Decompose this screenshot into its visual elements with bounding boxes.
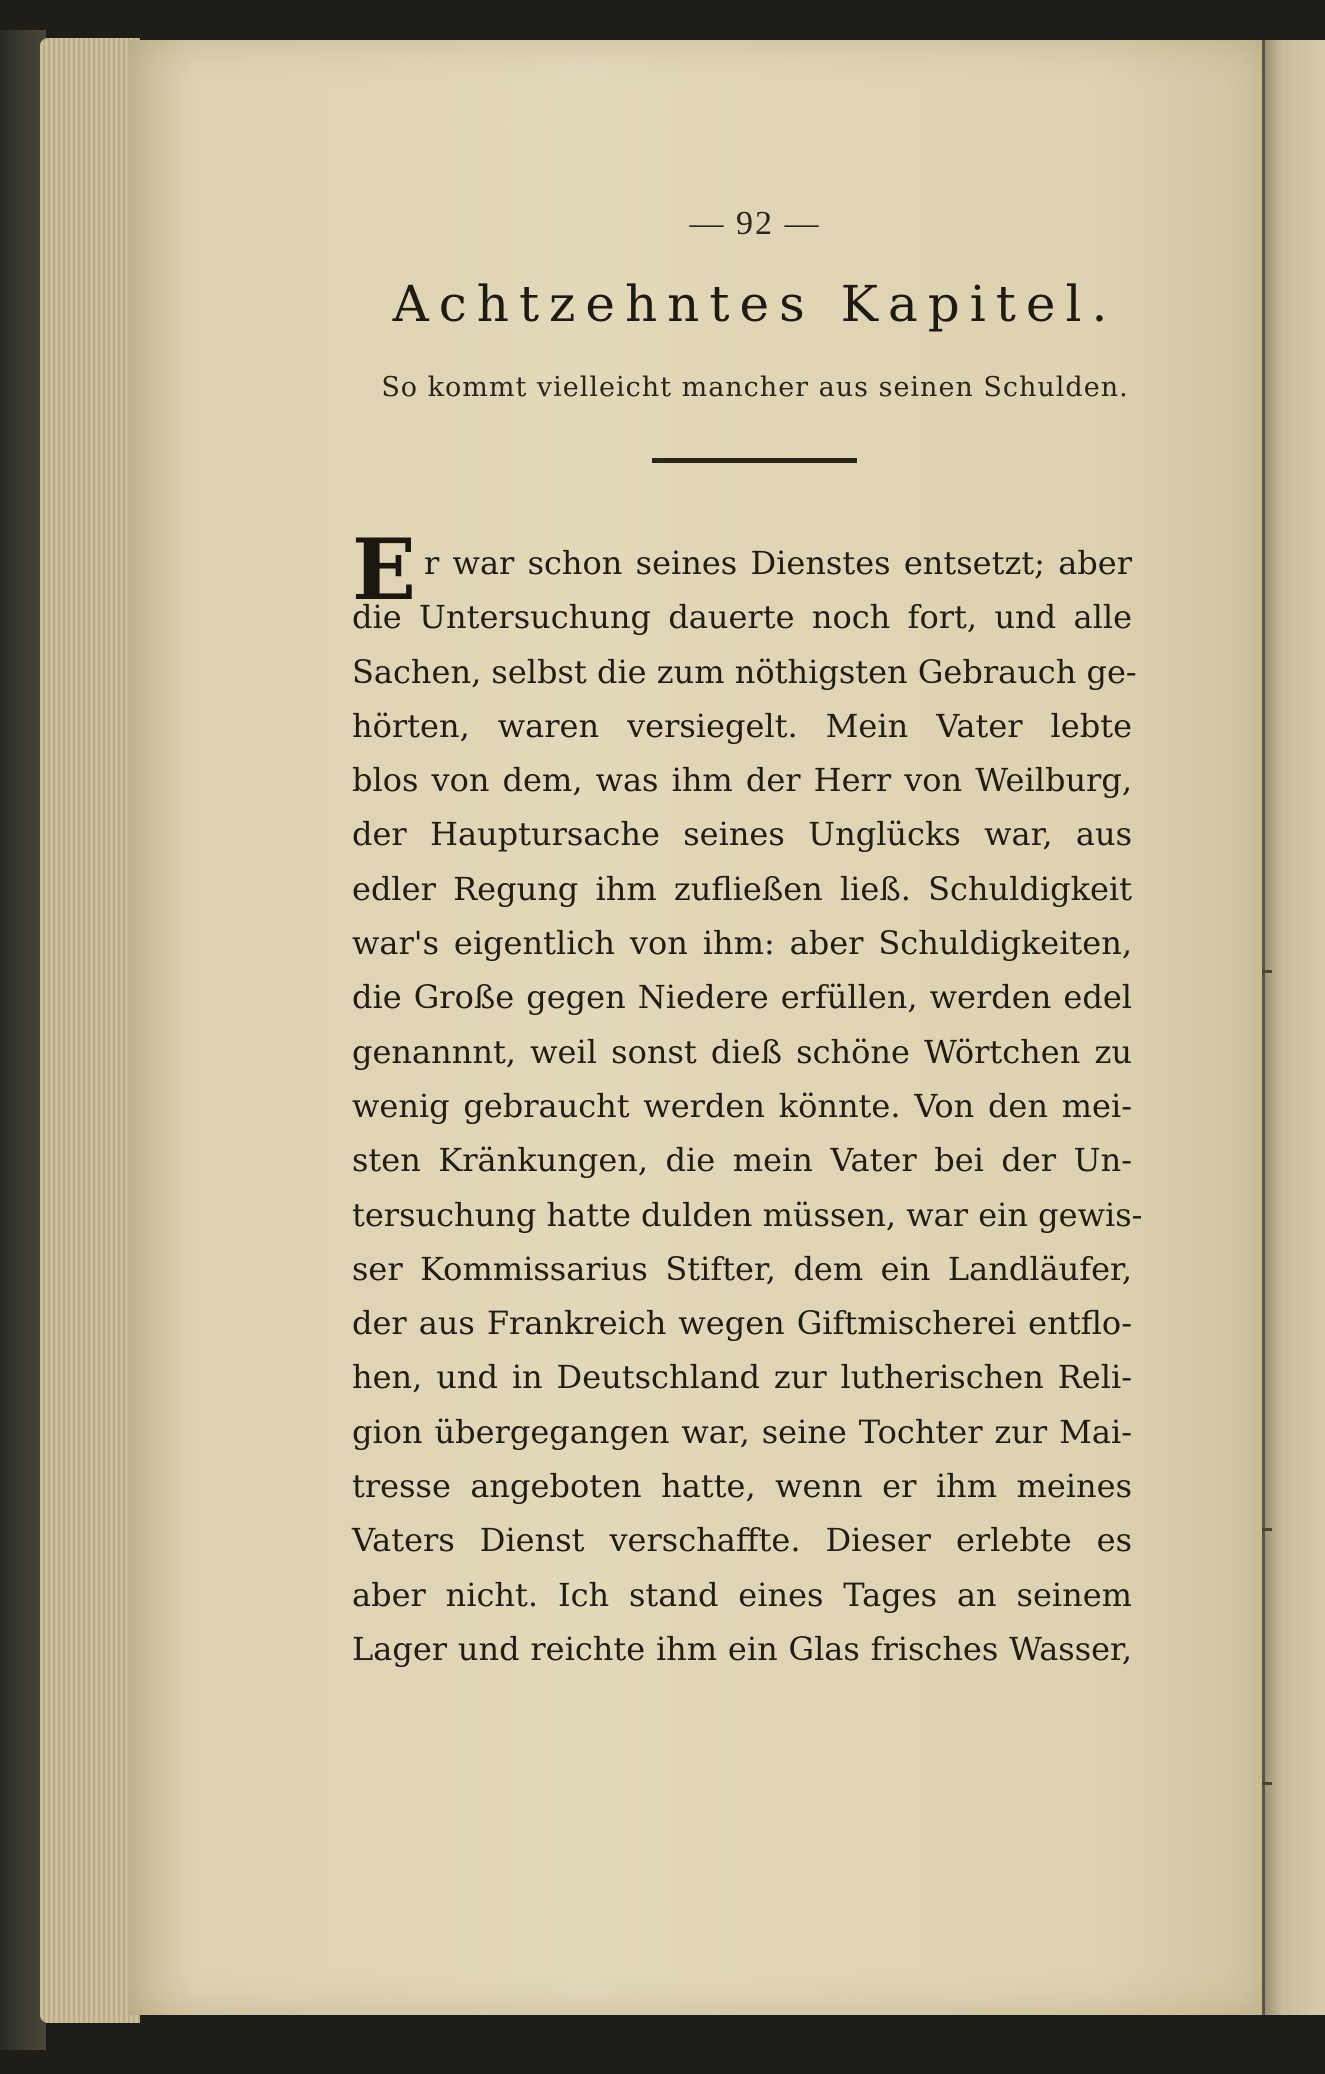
text-line: Lager und reichte ihm ein Glas frisches Wasser, bbox=[352, 1629, 1132, 1668]
text-line: war's eigentlich von ihm: aber Schuldigkeiten, bbox=[352, 924, 1132, 963]
drop-initial: E bbox=[352, 520, 417, 619]
page-mark bbox=[1262, 1782, 1272, 1785]
text-line: genannnt, weil sonst dieß schöne Wörtchen zu bbox=[352, 1032, 1132, 1071]
text-line: die Untersuchung dauerte noch fort, und alle bbox=[352, 598, 1132, 637]
text-line: ser Kommissarius Stifter, dem ein Landläufer, bbox=[352, 1249, 1132, 1288]
text-line: hörten, waren versiegelt. Mein Vater lebte bbox=[352, 706, 1132, 745]
text-line: tersuchung hatte dulden müssen, war ein gewis- bbox=[352, 1195, 1143, 1234]
body-text bbox=[352, 536, 1143, 1676]
text-line: der aus Frankreich wegen Giftmischerei entflo- bbox=[352, 1304, 1132, 1343]
text-line: r war schon seines Dienstes entsetzt; aber bbox=[424, 544, 1132, 582]
page-edges bbox=[40, 38, 140, 2023]
title-divider bbox=[652, 458, 857, 463]
text-line: Vaters Dienst verschaffte. Dieser erlebte es bbox=[352, 1521, 1132, 1560]
page-mark bbox=[1262, 1528, 1272, 1531]
text-line: Sachen, selbst die zum nöthigsten Gebrauch ge- bbox=[352, 652, 1137, 691]
page-mark bbox=[1262, 970, 1272, 973]
chapter-subtitle: So kommt vielleicht mancher aus seinen Schulden. bbox=[381, 372, 1129, 403]
text-line: tresse angeboten hatte, wenn er ihm meines bbox=[352, 1467, 1132, 1506]
text-line: hen, und in Deutschland zur lutherischen Reli- bbox=[352, 1358, 1132, 1397]
text-line: der Hauptursache seines Unglücks war, aus bbox=[352, 815, 1132, 854]
facing-page-edge bbox=[1265, 40, 1325, 2015]
text-line: gion übergegangen war, seine Tochter zur Mai- bbox=[352, 1412, 1132, 1451]
text-line: edler Regung ihm zufließen ließ. Schuldigkeit bbox=[352, 869, 1132, 908]
text-line: aber nicht. Ich stand eines Tages an seinem bbox=[352, 1575, 1132, 1614]
text-line: die Große gegen Niedere erfüllen, werden edel bbox=[352, 978, 1132, 1017]
chapter-title: Achtzehntes Kapitel. bbox=[392, 275, 1118, 333]
text-line: sten Kränkungen, die mein Vater bei der Un- bbox=[352, 1141, 1132, 1180]
text-line: wenig gebraucht werden könnte. Von den mei- bbox=[352, 1086, 1132, 1125]
page-number: — 92 — bbox=[689, 205, 821, 242]
text-line: blos von dem, was ihm der Herr von Weilburg, bbox=[352, 761, 1132, 800]
